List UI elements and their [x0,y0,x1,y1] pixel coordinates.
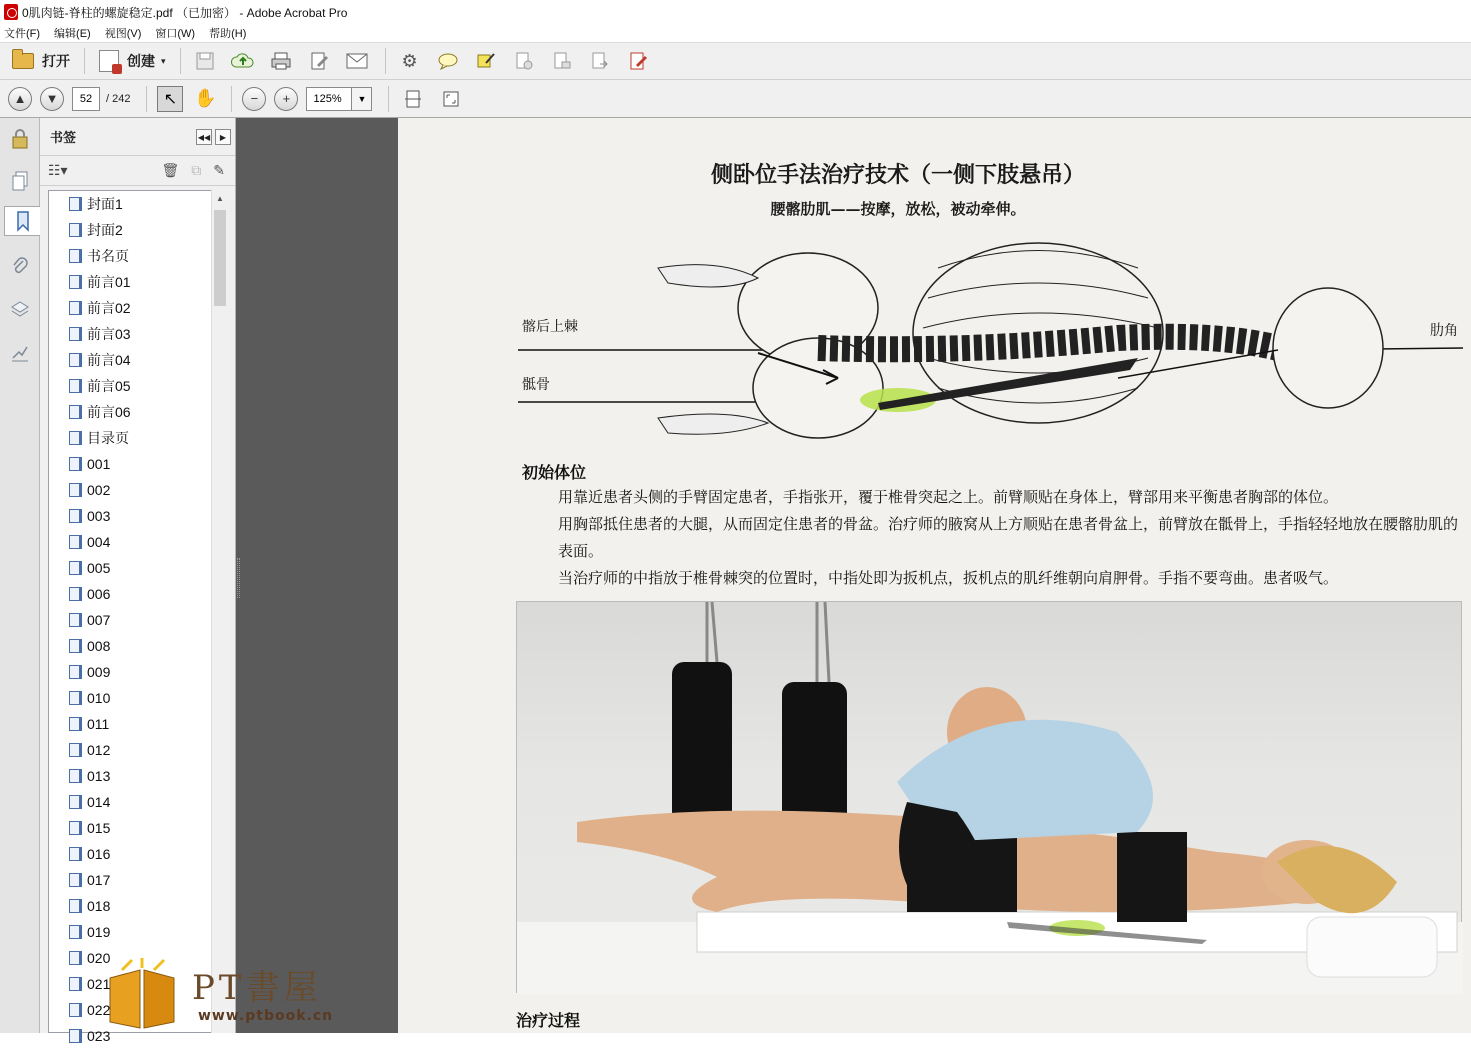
bookmark-icon [69,743,79,757]
bookmark-item[interactable] [49,659,221,685]
zoom-input[interactable]: 125% [306,87,352,111]
bookmark-item[interactable] [49,321,221,347]
bookmark-item[interactable] [49,477,221,503]
bookmark-label: 010 [87,690,111,706]
create-label: 创建 [127,53,155,69]
trash-icon[interactable]: 🗑 [161,162,180,178]
bookmark-icon [69,405,79,419]
watermark-url: www.ptbook.cn [198,1008,334,1024]
toolbar-separator [84,48,85,74]
previous-page-button[interactable] [8,87,32,111]
bookmark-label: 前言05 [87,378,131,394]
bookmark-label: 019 [87,924,111,940]
acrobat-icon [4,4,18,20]
therapy-photo-drawing [517,602,1463,994]
navigation-rail [0,118,40,1033]
watermark [102,950,362,1030]
paragraph-2 [522,511,1462,565]
bookmark-item[interactable] [49,217,221,243]
paragraph-3 [522,565,1462,592]
paragraph-1-text: 用靠近患者头侧的手臂固定患者，手指张开，覆于椎骨突起之上。前臂顺贴在身体上，臂部用来平衡患者胸部的体位。 [558,488,1339,506]
section-heading-procedure: 治疗过程 [516,1011,581,1030]
plus-icon: + [282,91,291,106]
bookmark-item[interactable] [49,893,221,919]
bookmark-item[interactable] [49,763,221,789]
comment-icon[interactable] [434,47,462,75]
sign-document-icon[interactable] [624,47,652,75]
menu-window[interactable]: 窗口(W) [155,28,196,40]
bookmark-item[interactable] [49,555,221,581]
bookmark-item[interactable] [49,295,221,321]
bookmark-item[interactable] [49,269,221,295]
bookmark-item[interactable] [49,711,221,737]
menu-help[interactable]: 帮助(H) [209,28,247,40]
bookmark-icon [69,275,79,289]
email-icon[interactable] [343,47,371,75]
bookmark-icon [69,1003,79,1017]
bookmark-label: 009 [87,664,111,680]
main-toolbar [0,42,1471,80]
bookmark-icon [69,587,79,601]
folder-icon [12,53,34,69]
bookmark-label: 014 [87,794,111,810]
bookmark-icon [69,821,79,835]
bookmark-icon [69,873,79,887]
bookmark-icon [69,613,79,627]
page-heading: 侧卧位手法治疗技术（一侧下肢悬吊） [710,162,1085,188]
toolbar-separator [385,48,386,74]
scroll-up-icon[interactable]: ▲ [216,193,224,203]
label-sacrum: 骶骨 [522,377,550,393]
bookmark-label: 前言01 [87,274,131,290]
bookmark-item[interactable] [49,451,221,477]
open-button[interactable] [8,47,74,75]
bookmark-icon [69,379,79,393]
bookmark-label: 015 [87,820,111,836]
bookmark-icon [69,795,79,809]
bookmark-item[interactable] [49,633,221,659]
bookmark-icon [69,535,79,549]
bookmark-icon [69,327,79,341]
bookmark-item[interactable] [49,399,221,425]
bookmark-item[interactable] [49,529,221,555]
bookmark-scrollbar[interactable] [211,190,227,1033]
gear-icon[interactable]: ⚙ [401,50,418,71]
bookmark-label: 书名页 [87,248,129,264]
bookmark-icon [69,665,79,679]
bookmark-label: 封面2 [87,222,123,238]
arrow-down-icon: ▼ [45,91,59,106]
page-count: / 242 [106,92,131,105]
zoom-in-button[interactable] [274,87,298,111]
chevron-down-icon: ▼ [357,93,367,104]
bookmark-item[interactable] [49,737,221,763]
bookmark-icon [69,431,79,445]
create-button[interactable] [95,47,170,75]
title-bar [0,0,1471,24]
bookmark-label: 前言03 [87,326,131,342]
cloud-upload-icon[interactable] [229,47,257,75]
bookmark-item[interactable] [49,867,221,893]
bookmark-icon [69,639,79,653]
export-document-icon[interactable] [586,47,614,75]
bookmark-properties-icon[interactable]: ✎ [213,162,225,178]
bookmark-icon [69,249,79,263]
signatures-icon[interactable] [6,338,34,368]
bookmark-item[interactable] [49,815,221,841]
therapy-photo [516,601,1462,993]
menu-edit[interactable]: 编辑(E) [54,28,91,40]
zoom-dropdown[interactable] [352,87,372,111]
bookmark-label: 023 [87,1028,111,1044]
toolbar-separator [231,86,232,112]
bookmark-label: 012 [87,742,111,758]
window-title: 0肌肉链-脊柱的螺旋稳定.pdf （已加密） - Adobe Acrobat Pro [22,5,348,20]
bookmark-icon [69,691,79,705]
bookmark-label: 前言02 [87,300,131,316]
bookmark-item[interactable] [49,373,221,399]
bookmark-label: 目录页 [87,430,129,446]
bookmark-item[interactable] [49,841,221,867]
toolbar-separator [180,48,181,74]
bookmark-icon [69,561,79,575]
bookmarks-icon[interactable] [4,206,41,236]
bookmark-icon [69,197,79,211]
bookmark-label: 封面1 [87,196,123,212]
minus-icon: − [250,91,259,106]
hand-tool-icon[interactable]: ✋ [194,88,217,108]
pdf-page [398,118,1471,1033]
bookmark-icon [69,847,79,861]
bookmark-label: 022 [87,1002,111,1018]
bookmark-icon [69,977,79,991]
options-menu-icon[interactable]: ☷▾ [48,162,68,178]
bookmark-label: 021 [87,976,111,992]
bookmark-icon [69,899,79,913]
bookmark-item[interactable] [49,789,221,815]
create-pdf-icon [99,50,119,72]
new-bookmark-icon[interactable]: ⧉ [191,162,202,178]
menu-file[interactable]: 文件(F) [4,28,41,40]
highlight-icon[interactable] [472,47,500,75]
fit-width-icon[interactable] [399,85,427,113]
panel-controls [193,129,231,145]
bookmark-item[interactable] [49,581,221,607]
bookmark-label: 006 [87,586,111,602]
paragraph-3-text: 当治疗师的中指放于椎骨棘突的位置时，中指处即为扳机点，扳机点的肌纤维朝向肩胛骨。手指不要弯曲。患者吸气。 [558,569,1339,587]
scroll-thumb[interactable] [214,210,226,306]
bookmark-icon [69,301,79,315]
remove-document-icon[interactable] [510,47,538,75]
next-page-button[interactable] [40,87,64,111]
bookmarks-panel [40,118,236,1044]
open-label: 打开 [42,53,70,69]
create-dropdown-icon: ▾ [161,55,166,66]
attachments-icon[interactable] [6,252,34,282]
skeleton-illustration [518,238,1471,468]
paragraph-2-text: 用胸部抵住患者的大腿，从而固定住患者的骨盆。治疗师的腋窝从上方顺贴在患者骨盆上，前臂放在骶骨上，手指轻轻地放在腰髂肋肌的表面。 [558,515,1459,560]
toolbar-separator [146,86,147,112]
menu-view[interactable]: 视图(V) [104,28,142,40]
fit-page-icon[interactable] [437,85,465,113]
bookmark-label: 004 [87,534,111,550]
page-thumbnails-icon[interactable] [6,166,34,196]
bookmark-label: 前言04 [87,352,131,368]
arrow-up-icon: ▲ [13,91,27,106]
navigation-toolbar [0,80,1471,118]
bookmark-item[interactable] [49,425,221,451]
watermark-text: PT書屋 [192,968,322,1008]
page-subheading: 腰髂肋肌——按摩，放松，被动牵伸。 [770,200,1026,218]
bookmark-label: 003 [87,508,111,524]
bookmark-icon [69,951,79,965]
bookmark-icon [69,353,79,367]
splitter-grip[interactable] [237,558,240,598]
cursor-icon: ↖ [163,90,178,108]
bookmark-item[interactable] [49,503,221,529]
panel-header [40,118,235,156]
expand-panel-icon[interactable]: ▶ [215,129,231,145]
bookmark-label: 018 [87,898,111,914]
bookmark-icon [69,483,79,497]
bookmark-label: 017 [87,872,111,888]
bookmark-label: 008 [87,638,111,654]
menu-bar [0,24,1471,42]
bookmark-tools [40,156,235,186]
paragraph-1 [522,484,1462,511]
select-tool-button[interactable] [157,86,183,112]
bookmark-item[interactable] [49,685,221,711]
watermark-logo [102,958,182,1030]
bookmark-label: 001 [87,456,111,472]
save-icon[interactable] [191,47,219,75]
lock-document-icon[interactable] [548,47,576,75]
bookmark-item[interactable] [49,191,221,217]
page-number-input[interactable]: 52 [72,87,100,111]
bookmark-item[interactable] [49,607,221,633]
bookmark-label: 前言06 [87,404,131,420]
bookmark-item[interactable] [49,347,221,373]
bookmark-item[interactable] [49,919,221,945]
bookmark-label: 020 [87,950,111,966]
bookmark-icon [69,925,79,939]
bookmark-icon [69,509,79,523]
bookmark-icon [69,1029,79,1043]
toolbar-separator [388,86,389,112]
skeleton-drawing [518,238,1471,468]
section-heading-start: 初始体位 [522,463,587,482]
panel-title: 书签 [50,130,77,145]
label-rib-angle: 肋角 [1430,323,1458,339]
bookmark-icon [69,769,79,783]
bookmark-label: 016 [87,846,111,862]
document-viewport[interactable] [192,118,1471,1033]
zoom-out-button[interactable] [242,87,266,111]
bookmark-item[interactable] [49,243,221,269]
label-psis: 髂后上棘 [522,319,578,335]
bookmark-label: 005 [87,560,111,576]
bookmark-icon [69,457,79,471]
bookmark-label: 002 [87,482,111,498]
bookmark-label: 011 [87,716,110,732]
bookmark-label: 007 [87,612,111,628]
collapse-panel-icon[interactable]: ◀◀ [196,129,212,145]
bookmark-label: 013 [87,768,111,784]
bookmark-icon [69,223,79,237]
lock-icon[interactable] [6,124,34,154]
edit-document-icon[interactable] [305,47,333,75]
bookmark-list[interactable] [48,190,222,1044]
layers-icon[interactable] [6,294,34,324]
bookmark-icon [69,717,79,731]
print-icon[interactable] [267,47,295,75]
